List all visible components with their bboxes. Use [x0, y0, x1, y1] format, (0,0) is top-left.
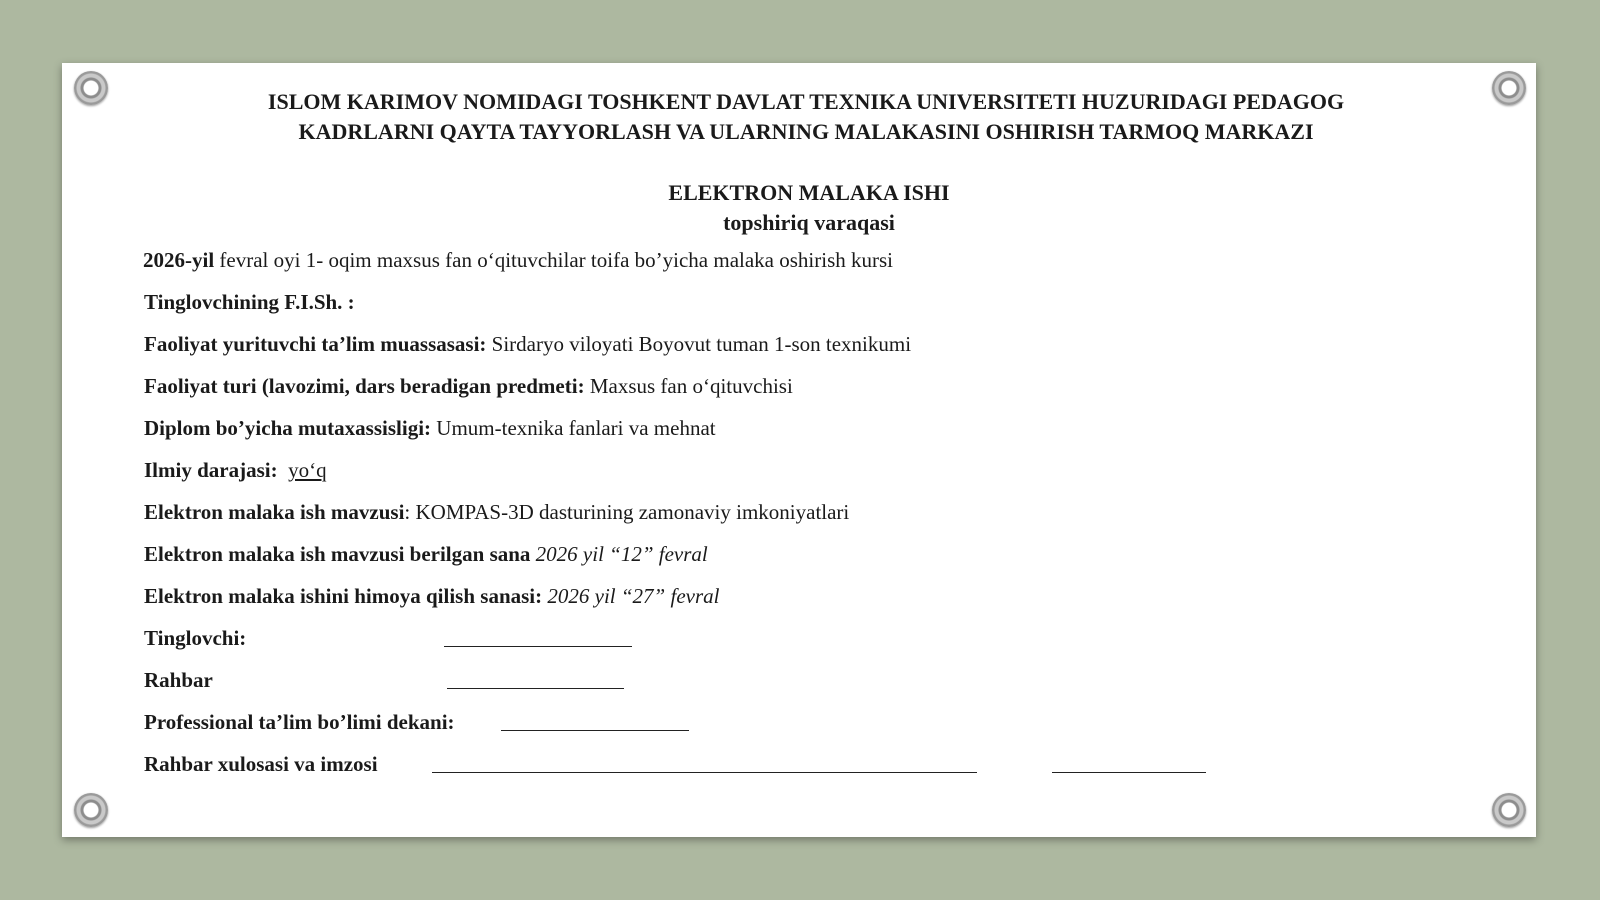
course-year: 2026-yil	[143, 248, 215, 272]
trainee-name-label: Tinglovchining F.I.Sh. :	[144, 290, 355, 314]
topic-date-label: Elektron malaka ish mavzusi berilgan sana	[144, 542, 531, 566]
activity-label: Faoliyat turi (lavozimi, dars beradigan predmeti:	[144, 374, 585, 398]
trainee-signature-line	[444, 646, 632, 647]
diploma-value: Umum-texnika fanlari va mehnat	[431, 416, 716, 440]
defense-date-label: Elektron malaka ishini himoya qilish sanasi:	[144, 584, 543, 608]
supervisor-signature-row	[144, 666, 213, 694]
institution-value: Sirdaryo viloyati Boyovut tuman 1-son texnikumi	[486, 332, 912, 356]
topic-date-row	[144, 540, 708, 568]
title-main: ELEKTRON MALAKA ISHI	[668, 180, 950, 205]
diploma-label: Diplom bo’yicha mutaxassisligi:	[144, 416, 432, 440]
document-board	[62, 63, 1536, 837]
trainee-name-row	[144, 288, 355, 316]
topic-value: : KOMPAS-3D dasturining zamonaviy imkoniyatlari	[404, 500, 850, 524]
screw-icon	[1492, 793, 1526, 827]
trainee-signature-row	[144, 624, 246, 652]
activity-value: Maxsus fan o‘qituvchisi	[584, 374, 793, 398]
title-sub: topshiriq varaqasi	[723, 210, 895, 235]
diploma-row	[144, 414, 716, 442]
conclusion-row	[144, 750, 378, 778]
topic-date-value: 2026 yil “12” fevral	[530, 542, 708, 566]
screw-icon	[74, 793, 108, 827]
document-title	[62, 178, 1536, 238]
institution-label: Faoliyat yurituvchi ta’lim muassasasi:	[144, 332, 487, 356]
degree-label: Ilmiy darajasi:	[144, 458, 278, 482]
supervisor-signature-label: Rahbar	[144, 668, 213, 692]
course-text: fevral oyi 1- oqim maxsus fan o‘qituvchilar toifa bo’yicha malaka oshirish kursi	[214, 248, 894, 272]
institution-row	[144, 330, 911, 358]
conclusion-line	[432, 772, 977, 773]
degree-value: yo‘q	[288, 458, 327, 482]
institution-header	[62, 87, 1536, 147]
conclusion-label: Rahbar xulosasi va imzosi	[144, 752, 378, 776]
supervisor-signature-line	[447, 688, 624, 689]
course-line	[143, 246, 893, 274]
dean-signature-row	[144, 708, 455, 736]
degree-row	[144, 456, 327, 484]
defense-date-row	[144, 582, 719, 610]
activity-row	[144, 372, 793, 400]
header-line-1: ISLOM KARIMOV NOMIDAGI TOSHKENT DAVLAT TEXNIKA UNIVERSITETI HUZURIDAGI PEDAGOG	[267, 89, 1345, 114]
topic-label: Elektron malaka ish mavzusi	[144, 500, 405, 524]
defense-date-value: 2026 yil “27” fevral	[542, 584, 720, 608]
dean-signature-line	[501, 730, 689, 731]
topic-row	[144, 498, 849, 526]
dean-signature-label: Professional ta’lim bo’limi dekani:	[144, 710, 455, 734]
header-line-2: KADRLARNI QAYTA TAYYORLASH VA ULARNING MALAKASINI OSHIRISH TARMOQ MARKAZI	[298, 119, 1314, 144]
trainee-signature-label: Tinglovchi:	[144, 626, 247, 650]
conclusion-signature-line	[1052, 772, 1206, 773]
